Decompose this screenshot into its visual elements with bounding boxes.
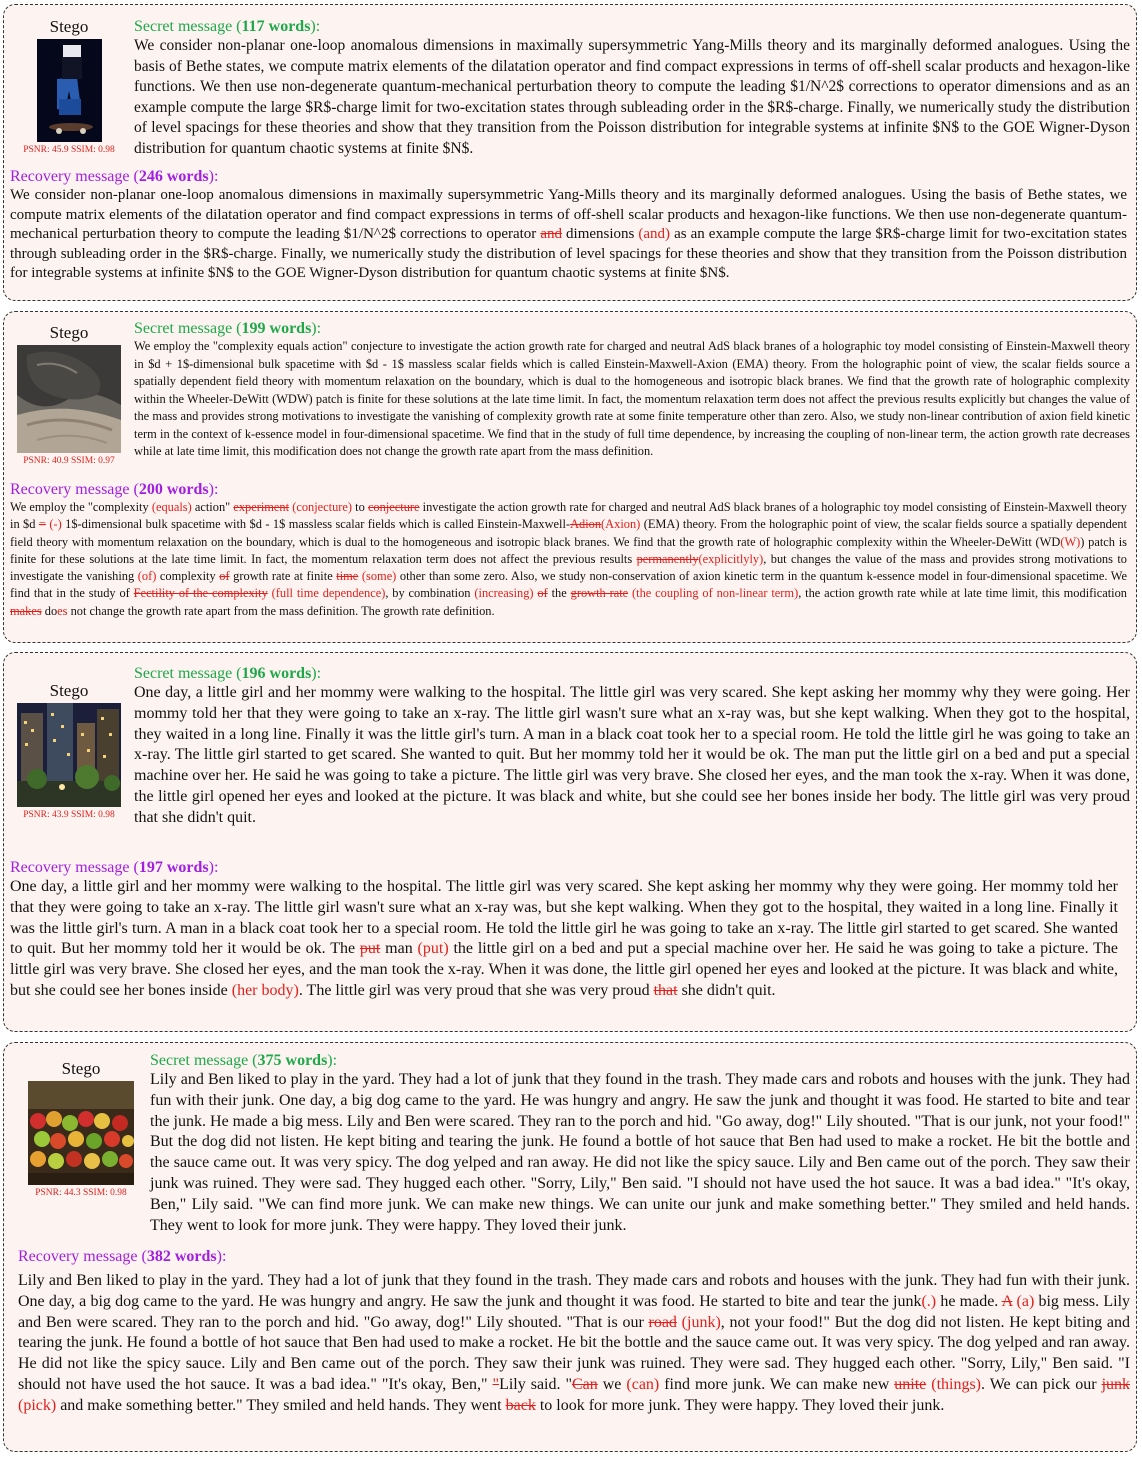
text-segment: not change the growth rate apart from the mass definition. The growth rate definition. — [67, 603, 495, 618]
deleted-text: permanently — [636, 551, 699, 566]
deleted-text: = — [38, 517, 46, 532]
stego-column — [14, 681, 124, 820]
deleted-text: growth rate — [570, 586, 629, 601]
text-segment: , not your food!" But the dog did not listen. He kept biting and tearing the junk. He found a bottle of hot sauce that Ben had used to make a rocket. He bit the bottle and the sauce came out. It was very spicy. The dog yelped and ran away. He did not like the spicy sauce. Lily and Ben came out of the porch. They saw their junk was ruined. They were sad. They hugged each other. "Sorry, Lily," Ben said. "I should not have used the hot sauce. It was a bad idea." "It's okay, Ben," — [18, 1313, 1131, 1393]
recovery-message-heading: Recovery message (197 words): — [10, 859, 219, 876]
secret-message-heading: Secret message (199 words): — [134, 320, 322, 337]
recovery-message-heading: Recovery message (200 words): — [10, 481, 219, 498]
example-panel-4 — [3, 1042, 1137, 1452]
secret-message-text: One day, a little girl and her mommy were walking to the hospital. The little girl was very scared. She kept asking her mommy why they were going. Her mommy told her that they were going to take an x-ray. The little girl wasn't sure what an x-ray was, but she kept walking. When they got to the hospital, they waited in a long line. Finally it was the little girl's turn. A man in a black coat took her to a special room. He told the little girl he was going to take an x-ray. The little girl started to get scared. She wanted to quit. But her mommy told her it would be ok. The man put the little girl on a bed and put a special machine over her. He said he was going to take a picture. The little girl was very brave. She closed her eyes, and the man took the x-ray. When it was done, the little girl opened her eyes and looked at the picture. It was black and white, but she could see her bones inside her body. The little girl was very proud that she didn't quit. — [134, 684, 1130, 826]
recovery-word-count: 382 words — [146, 1248, 217, 1265]
deleted-text: that — [653, 981, 678, 999]
inserted-text: (a) — [1016, 1292, 1035, 1310]
deleted-text: Can — [572, 1375, 598, 1393]
rock-animal-photo — [17, 345, 121, 453]
deleted-text: Adion — [570, 517, 602, 532]
text-segment: find more junk. We can make new — [659, 1375, 895, 1393]
inserted-text: (W) — [1060, 534, 1081, 549]
text-segment: ) patch is finite for these solutions at the late time limit. In fact, the momentum relaxation term does not affect the previous results — [10, 534, 1127, 566]
skateboarder-photo — [37, 39, 102, 142]
psnr-ssim-metrics: PSNR: 43.9 SSIM: 0.98 — [23, 810, 115, 820]
stego-column — [14, 17, 124, 155]
inserted-text: (explicitlyly) — [698, 551, 764, 566]
text-segment: as an example compute the large $R$-charge limit for two-excitation states through subleading order in the $R$-charge. Finally, we numerically study the distribution of level spacings for these theories and show that they transition from the Poisson distribution for integrable systems at infinite $N$ to the GOE Wigner-Dyson distribution for quantum chaotic systems at finite $N$. — [10, 226, 1127, 281]
recovery-word-count: 246 words — [138, 168, 209, 185]
stego-label: Stego — [61, 1059, 101, 1078]
inserted-text: (.) — [921, 1292, 937, 1310]
stego-label: Stego — [49, 17, 89, 36]
text-segment: complexity — [156, 569, 220, 584]
text-segment: we — [597, 1375, 627, 1393]
inserted-text: (increasing) — [474, 586, 534, 601]
deleted-text: put — [359, 940, 381, 958]
stego-label: Stego — [49, 323, 89, 342]
secret-word-count: 117 words — [241, 18, 311, 35]
inserted-text: (Axion) — [601, 517, 641, 532]
secret-message-text: We employ the "complexity equals action" conjecture to investigate the action growth rate for charged and neutral AdS black branes of a holographic toy model consisting of Einstein-Maxwell theory in $d + 1$-dimensional bulk spacetime with $d - 1$ massless scalar fields which is called Einstein-Maxwell-Axion (EMA) theory. From the holographic point of view, the scalar fields source a spatially dependent field theory with momentum relaxation on the boundary, which is dual to the homogeneous and isotropic black branes. We find that the growth rate of holographic complexity within the Wheeler-DeWitt (WDW) patch is finite for these solutions at the late time limit. In fact, the momentum relaxation term does not affect the previous results explicitly but changes the value of the mass and provides strong motivations to investigate the vanishing of complexity growth rate at some finite temperature other than zero. Also, we study non-linear contribution of axion field kinetic term in the context of k-essence model in four-dimensional spacetime. We find that in the study of full time dependence, by increasing the coupling of non-linear term, the action growth rate decreases while at late time limit, this modification does not change the growth rate apart from the mass definition. — [134, 339, 1130, 458]
inserted-text: (the coupling of non-linear term) — [632, 586, 799, 601]
text-segment: the little girl on a bed and put a special machine over her. He said he was going to take a picture. The little girl was very brave. She closed her eyes, and the man took the x-ray. When it was done, the little girl opened her eyes and looked at the picture. It was black and white, but she could see her bones inside — [10, 940, 1119, 999]
text-segment: he made. — [936, 1292, 1002, 1310]
text-segment: other than some zero. Also, we study non-conservation of axion kinetic term in the quantum k-essence model in four-dimensional spacetime. We find that in the study of — [10, 569, 1127, 601]
secret-message-heading: Secret message (196 words): — [134, 665, 322, 682]
deleted-text: conjecture — [367, 500, 420, 514]
inserted-text: (some) — [361, 569, 397, 584]
text-segment: she didn't quit. — [677, 981, 776, 999]
inserted-text: (pick) — [18, 1396, 57, 1414]
deleted-text: of — [537, 586, 548, 601]
deleted-text: and — [540, 226, 563, 242]
text-segment: , but changes the value of the mass and provides strong motivations to investigate the vanishing — [10, 551, 1127, 584]
inserted-text: (-) — [49, 517, 62, 532]
inserted-text: (put) — [417, 940, 449, 958]
psnr-ssim-metrics: PSNR: 45.9 SSIM: 0.98 — [23, 145, 115, 155]
recovery-message-text — [10, 499, 1127, 620]
secret-message-text: Lily and Ben liked to play in the yard. They had a lot of junk that they found in the trash. They made cars and robots and houses with the junk. They had fun with their junk. One day, a big dog came to the yard. He was hungry and angry. He saw the junk and thought it was food. He started to bite and tear the junk. He made a big mess. Lily and Ben were scared. They ran to the porch and hid. "Go away, dog!" Lily shouted. "That is our junk, not your food!" But the dog did not listen. He kept biting and tearing the junk. He found a bottle of hot sauce that Ben had used to make a rocket. He bit the bottle and the sauce came out. It was very spicy. The dog yelped and ran away. He did not like the spicy sauce. Lily and Ben came out of the porch. They saw their junk was ruined. They were sad. They hugged each other. "Sorry, Lily," Ben said. "I should not have used the hot sauce. It was a bad idea." "It's okay, Ben," Lily said. "We can find more junk. We can make new things. We can unite our junk and make something better." They smiled and held hands. They went to look for more junk. They were happy. They loved their junk. — [150, 1071, 1130, 1234]
inserted-text: (can) — [626, 1375, 660, 1393]
deleted-text: experiment — [233, 500, 290, 514]
inserted-text: (full time dependence) — [271, 586, 386, 601]
inserted-text: (conjecture) — [292, 500, 353, 514]
example-panel-2 — [3, 311, 1137, 643]
text-segment: investigate the action growth rate for charged and neutral AdS black branes of a holographic toy model consisting of Einstein-Maxwell theory in $d — [10, 500, 1127, 532]
stego-column — [14, 323, 124, 466]
secret-message-heading: Secret message (375 words): — [150, 1052, 338, 1069]
text-segment: (EMA) theory. From the holographic point of view, the scalar fields source a spatially dependent field theory with momentum relaxation on the boundary, which is dual to the homogeneous and isotropic black branes. We find that the growth rate of holographic complexity within the Wheeler-DeWitt (WD — [10, 517, 1127, 549]
secret-message-text: We consider non-planar one-loop anomalous dimensions in maximally supersymmetric Yang-Mills theory and its marginally deformed analogues. Using the basis of Bethe states, we compute matrix elements of the dilatation operator and find compact expressions in terms of off-shell scalar products and hexagon-like functions. We then use non-degenerate quantum-mechanical perturbation theory to compute the leading $1/N^2$ corrections to operator dimensions and as an example compute the large $R$-charge limit for two-excitation states through subleading order in the $R$-charge. Finally, we numerically study the distribution of level spacings for these theories and show that they transition from the Poisson distribution for integrable systems at infinite $N$ to the GOE Wigner-Dyson distribution for quantum chaotic systems at finite $N$. — [134, 37, 1130, 157]
inserted-text: (things) — [931, 1375, 982, 1393]
psnr-ssim-metrics: PSNR: 44.3 SSIM: 0.98 — [35, 1188, 127, 1198]
deleted-text: " — [492, 1375, 500, 1393]
example-panel-1 — [3, 4, 1137, 301]
text-segment: Lily said. " — [499, 1375, 572, 1393]
text-segment: to look for more junk. They were happy. They loved their junk. — [535, 1396, 945, 1414]
text-segment: action" — [191, 500, 234, 514]
deleted-text: of — [219, 569, 230, 584]
text-segment: , by combination — [385, 586, 475, 601]
deleted-text: junk — [1101, 1375, 1131, 1393]
text-segment: man — [380, 940, 418, 958]
deleted-text: Fectility of the complexity — [133, 586, 268, 601]
text-segment: . We can pick our — [981, 1375, 1102, 1393]
inserted-text: (her body) — [231, 981, 299, 999]
deleted-text: time — [336, 569, 359, 584]
text-segment: We employ the "complexity — [10, 500, 152, 514]
text-segment: Lily and Ben liked to play in the yard. They had a lot of junk that they found in the trash. They made cars and robots and houses with the junk. They had fun with their junk. One day, a big dog came to the yard. He was hungry and angry. He saw the junk and thought it was food. He started to bite and tear the junk — [18, 1272, 1130, 1310]
text-segment: do — [41, 603, 58, 618]
text-segment: dimensions — [562, 226, 639, 242]
text-segment: . The little girl was very proud that she was very proud — [298, 981, 654, 999]
secret-message-heading: Secret message (117 words): — [134, 18, 321, 35]
text-segment: We consider non-planar one-loop anomalous dimensions in maximally supersymmetric Yang-Mills theory and its marginally deformed analogues. Using the basis of Bethe states, we compute matrix elements of the dilatation operator and find compact expressions in terms of off-shell scalar products and hexagon-like functions. We then use non-degenerate quantum-mechanical perturbation theory to compute the leading $1/N^2$ corrections to operator — [10, 187, 1127, 242]
deleted-text: unite — [894, 1375, 927, 1393]
recovery-word-count: 200 words — [138, 481, 209, 498]
example-panel-3 — [3, 652, 1137, 1032]
psnr-ssim-metrics: PSNR: 40.9 SSIM: 0.97 — [23, 456, 115, 466]
deleted-text: makes — [10, 603, 42, 618]
recovery-message-heading: Recovery message (246 words): — [10, 168, 219, 185]
text-segment: growth rate at finite — [229, 569, 337, 584]
secret-word-count: 196 words — [241, 665, 312, 682]
secret-word-count: 375 words — [257, 1052, 328, 1069]
inserted-text: (of) — [137, 569, 157, 584]
text-segment: , the action growth rate while at late time limit, this modification — [798, 586, 1127, 601]
text-segment: the — [547, 586, 571, 601]
text-segment: and make something better." They smiled and held hands. They went — [56, 1396, 506, 1414]
inserted-text: es — [57, 603, 68, 618]
stego-label: Stego — [49, 681, 89, 700]
inserted-text: (junk) — [681, 1313, 721, 1331]
deleted-text: A — [1001, 1292, 1013, 1310]
recovery-message-text — [18, 1271, 1130, 1417]
recovery-message-text — [10, 877, 1118, 1002]
text-segment: big mess. Lily and Ben were scared. They ran to the porch and hid. "Go away, dog!" Lily shouted. "That is our — [18, 1292, 1131, 1331]
text-segment: to — [352, 500, 368, 514]
text-segment: 1$-dimensional bulk spacetime with $d - 1$ massless scalar fields which is called Einstein-Maxwell- — [61, 517, 571, 532]
inserted-text: (and) — [638, 226, 671, 242]
recovery-message-heading: Recovery message (382 words): — [18, 1248, 227, 1265]
deleted-text: back — [505, 1396, 536, 1414]
recovery-word-count: 197 words — [138, 859, 209, 876]
inserted-text: (equals) — [151, 500, 192, 514]
city-night-photo — [17, 703, 121, 807]
secret-word-count: 199 words — [241, 320, 312, 337]
recovery-message-text — [10, 186, 1127, 284]
text-segment: One day, a little girl and her mommy were walking to the hospital. The little girl was very scared. She kept asking her mommy why they were going. Her mommy told her that they were going to take an x-ray. The little girl wasn't sure what an x-ray was, but she kept walking. When they got to the hospital, they waited in a long line. Finally it was the little girl's turn. A man in a black coat took her to a special room. He told the little girl he was going to take an x-ray. The little girl started to get scared. She wanted to quit. But her mommy told her it would be ok. The — [10, 878, 1118, 958]
deleted-text: road — [648, 1313, 677, 1331]
